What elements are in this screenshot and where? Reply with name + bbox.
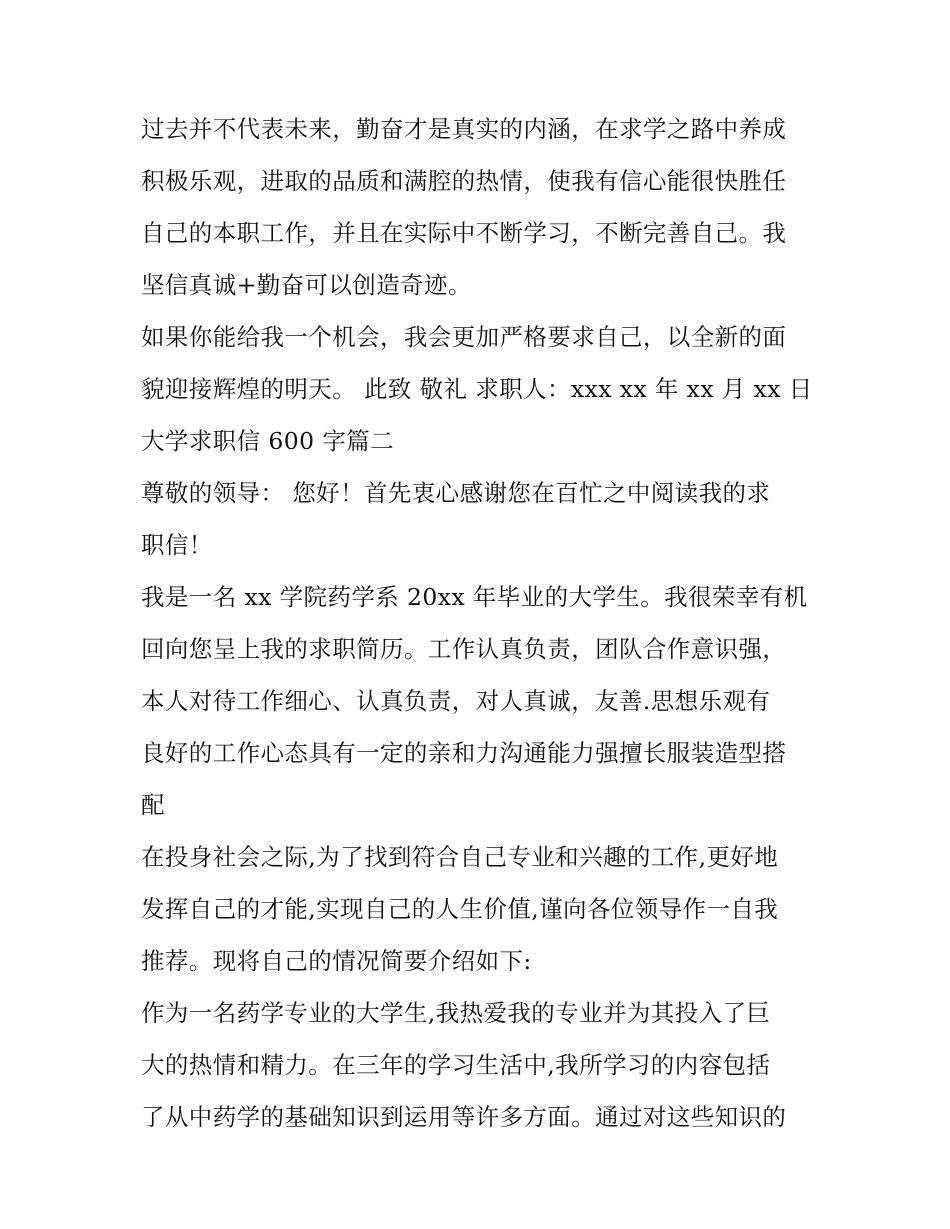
text-line: 本人对待工作细心、认真负责，对人真诚，友善.思想乐观有 xyxy=(141,687,771,715)
text-line: 尊敬的领导： 您好！首先衷心感谢您在百忙之中阅读我的求 xyxy=(141,479,771,507)
text-line: 我是一名 xx 学院药学系 20xx 年毕业的大学生。我很荣幸有机 xyxy=(141,583,808,611)
text-line: 貌迎接辉煌的明天。 此致 敬礼 求职人：xxx xx 年 xx 月 xx 日 xyxy=(141,375,813,403)
text-line: 过去并不代表未来，勤奋才是真实的内涵，在求学之路中养成 xyxy=(141,115,787,143)
text-line: 配 xyxy=(141,791,165,819)
text-line: 发挥自己的才能,实现自己的人生价值,谨向各位领导作一自我 xyxy=(141,895,779,923)
text-line: 坚信真诚+勤奋可以创造奇迹。 xyxy=(141,271,472,299)
text-line: 推荐。现将自己的情况简要介绍如下: xyxy=(141,947,532,975)
text-line: 在投身社会之际,为了找到符合自己专业和兴趣的工作,更好地 xyxy=(141,843,779,871)
text-line: 回向您呈上我的求职简历。工作认真负责，团队合作意识强， xyxy=(141,635,787,663)
text-line: 了从中药学的基础知识到运用等许多方面。通过对这些知识的 xyxy=(141,1103,787,1131)
text-line: 如果你能给我一个机会，我会更加严格要求自己，以全新的面 xyxy=(141,323,787,351)
document-body xyxy=(141,103,831,1143)
text-line: 积极乐观，进取的品质和满腔的热情，使我有信心能很快胜任 xyxy=(141,167,787,195)
text-line: 职信！ xyxy=(141,531,213,559)
text-line: 大的热情和精力。在三年的学习生活中,我所学习的内容包括 xyxy=(141,1051,771,1079)
section-heading: 大学求职信 600 字篇二 xyxy=(141,427,394,455)
text-line: 作为一名药学专业的大学生,我热爱我的专业并为其投入了巨 xyxy=(141,999,771,1027)
text-line: 良好的工作心态具有一定的亲和力沟通能力强擅长服装造型搭 xyxy=(141,739,787,767)
text-line: 自己的本职工作，并且在实际中不断学习，不断完善自己。我 xyxy=(141,219,787,247)
